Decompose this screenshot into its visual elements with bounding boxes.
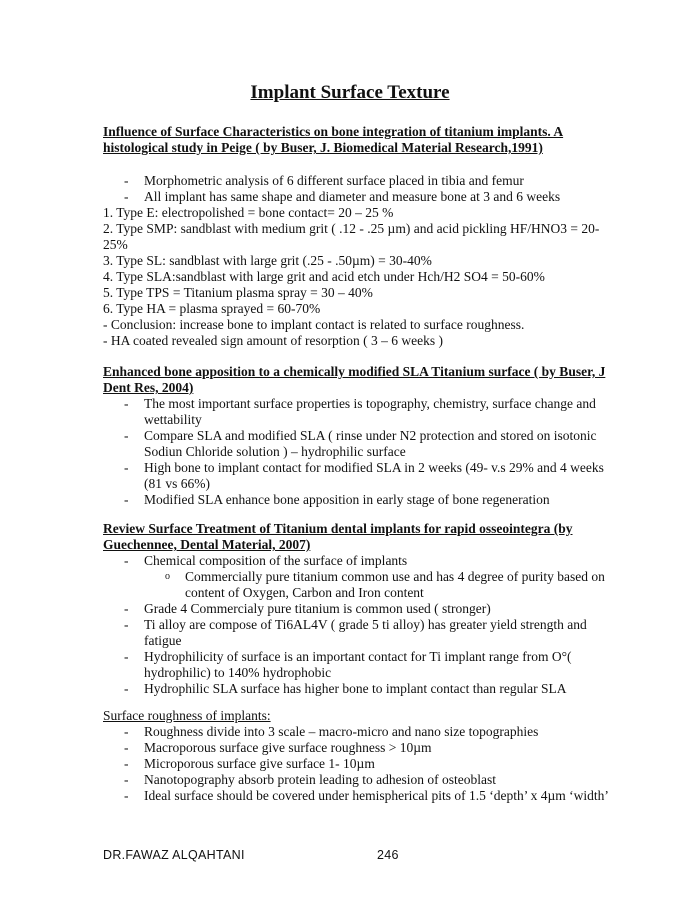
sub-list-item: o Commercially pure titanium common use and has 4 degree of purity based on content of Oxygen, Carbon and Iron content <box>165 569 605 600</box>
document-page: Implant Surface Texture Influence of Surface Characteristics on bone integration of titanium implants. A histological study in Peige ( by Buser, J. Biomedical Material Research,1991) - Morphometric analysis of 6 different surface placed in tibia and femur - All implant has same shape and diameter and measure bone at 3 and 6 weeks 1. Type E: electropolished = bone contact= 20 – 25 % 2. Type SMP: sandblast with medium grit ( .12 - .25 µm) and acid pickling HF/HNO3 = 20- 25% 3. Type SL: sandblast with large grit (.25 - .50µm) = 30-40% 4. Type SLA:sandblast with large grit and acid etch under Hch/H2 SO4 = 50-60% 5. Type TPS = Titanium plasma spray = 30 – 40% 6. Type HA = plasma sprayed = 60-70% - Conclusion: increase bone to implant contact is related to surface roughness. - HA coated revealed sign amount of resorption ( 3 – 6 weeks ) Enhanced bone apposition to a chemically modified SLA Titanium surface ( by Buser, J Dent Res, 2004) - The most important surface properties is topography, chemistry, surface change and wettability - Compare SLA and modified SLA ( rinse under N2 protection and stored on isotonic Sodiun Chloride solution ) – hydrophilic surface - High bone to implant contact for modified SLA in 2 weeks (49- v.s 29% and 4 weeks (81 vs 66%) - Modified SLA enhance bone apposition in early stage of bone regeneration Review Surface Treatment of Titanium dental implants for rapid osseointegra (by Guechennee, Dental Material, 2007) - Chemical composition of the surface of implants o Commercially pure titanium common use and has 4 degree of purity based on content of Oxygen, Carbon and Iron content - Grade 4 Commercialy pure titanium is common used ( stronger) - Ti alloy are compose of Ti6AL4V ( grade 5 ti alloy) has greater yield strength and fatigue - Hydrophilicity of surface is an important contact for Ti implant range from O°( hydrophilic) to 140% hydrophobic - Hydrophilic SLA surface has higher bone to implant contact than regular SLA Surface roughness of implants: - Roughness divide into 3 scale – macro-micro and nano size topographies - Macroporous surface give surface roughness > 10µm - Microporous surface give surface 1- 10µm - Nanotopography absorb protein leading to adhesion of osteoblast - Ideal surface should be covered under hemispherical pits of 1.5 ‘depth’ x 4µm ‘width’ DR.FAWAZ ALQAHTANI 246 <box>0 0 700 905</box>
text-line: 3. Type SL: sandblast with large grit (.25 - .50µm) = 30-40% <box>103 253 432 268</box>
list-item: - Compare SLA and modified SLA ( rinse under N2 protection and stored on isotonic Sodiun Chloride solution ) – hydrophilic surface <box>124 428 597 459</box>
text-line: 6. Type HA = plasma sprayed = 60-70% <box>103 301 321 316</box>
list-item: - Ideal surface should be covered under hemispherical pits of 1.5 ‘depth’ x 4µm ‘width’ <box>124 788 609 803</box>
list-item: - The most important surface properties is topography, chemistry, surface change and wettability <box>124 396 596 427</box>
text-line: 5. Type TPS = Titanium plasma spray = 30 – 40% <box>103 285 373 300</box>
footer-author: DR.FAWAZ ALQAHTANI <box>103 848 245 862</box>
section-heading-surface-roughness: Surface roughness of implants: <box>103 708 271 723</box>
text-line: 4. Type SLA:sandblast with large grit and acid etch under Hch/H2 SO4 = 50-60% <box>103 269 545 284</box>
section-heading-buser-2004: Enhanced bone apposition to a chemically modified SLA Titanium surface ( by Buser, J Dent Res, 2004) <box>103 364 606 395</box>
page-number: 246 <box>377 848 399 862</box>
text-line: - Conclusion: increase bone to implant contact is related to surface roughness. <box>103 317 525 332</box>
page-title: Implant Surface Texture <box>250 82 450 103</box>
text-line: - HA coated revealed sign amount of resorption ( 3 – 6 weeks ) <box>103 333 444 348</box>
list-item: - High bone to implant contact for modified SLA in 2 weeks (49- v.s 29% and 4 weeks (81 vs 66%) <box>124 460 604 491</box>
list-item: - Ti alloy are compose of Ti6AL4V ( grade 5 ti alloy) has greater yield strength and fatigue <box>124 617 587 648</box>
text-line: 1. Type E: electropolished = bone contact= 20 – 25 % <box>103 205 394 220</box>
list-item: - Hydrophilicity of surface is an important contact for Ti implant range from O°( hydrophilic) to 140% hydrophobic <box>124 649 572 680</box>
section-heading-guechennee-2007: Review Surface Treatment of Titanium dental implants for rapid osseointegra (by Guechennee, Dental Material, 2007) <box>103 521 573 552</box>
text-line: 2. Type SMP: sandblast with medium grit ( .12 - .25 µm) and acid pickling HF/HNO3 = 20- <box>103 221 600 236</box>
text-line: 25% <box>103 237 128 252</box>
section-heading-buser-1991: Influence of Surface Characteristics on bone integration of titanium implants. A histological study in Peige ( by Buser, J. Biomedical Material Research,1991) <box>103 124 564 155</box>
